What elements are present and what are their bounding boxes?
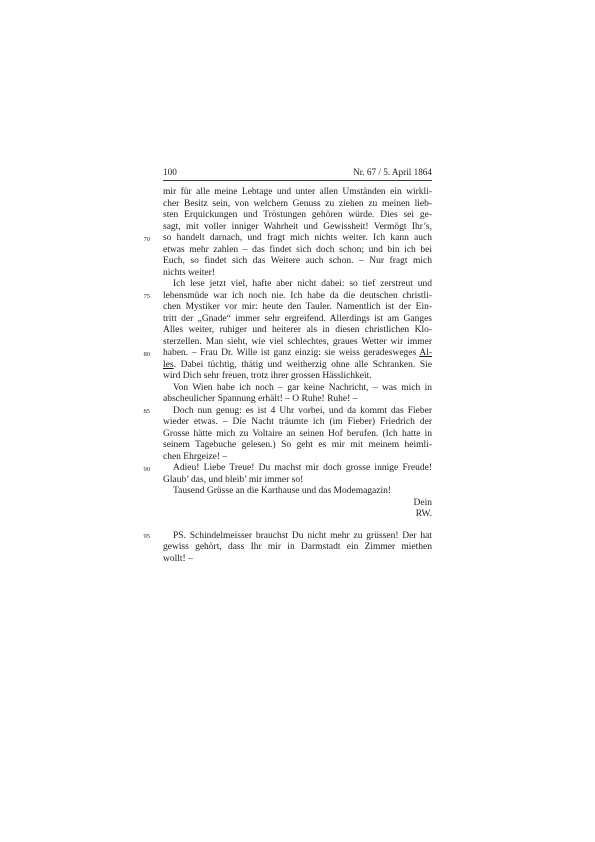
running-head: Nr. 67 / 5. April 1864 xyxy=(353,167,432,177)
signature-closing: Dein xyxy=(413,497,432,508)
line-number: 95 xyxy=(143,533,151,541)
text-line xyxy=(163,360,432,372)
line-number: 70 xyxy=(143,235,151,243)
letter-text xyxy=(143,187,432,565)
postscript-line xyxy=(143,530,432,543)
blank-line xyxy=(163,521,432,531)
line-text: . Dabei tüchtig, thätig und weitherzig ohne alle Schranken. Sie xyxy=(173,359,432,370)
page-header xyxy=(163,167,432,181)
text-line xyxy=(143,290,432,303)
text-line xyxy=(143,348,432,360)
text-line: tritt der „Gnade“ immer sehr ergreifend. Allerdings ist am Ganges xyxy=(163,313,432,324)
underlined-word: les xyxy=(163,359,174,370)
line-number: 85 xyxy=(143,408,151,416)
text-line: chen Mystiker vor mir: heute den Tauler. Namentlich ist der Ein- xyxy=(163,302,432,313)
text-line xyxy=(143,233,432,245)
postscript-line: gewiss gehört, dass Ihr mir in Darmstadt ein Zimmer miethen xyxy=(163,542,432,553)
line-text: Adieu! Liebe Treue! Du machst mir doch grosse innige Freude! xyxy=(173,463,432,474)
text-line: sterzellen. Man sieht, wie viel schlechtes, graues Wetter wir immer xyxy=(163,336,432,347)
text-line: cher Besitz sein, von welchem Genuss zu ziehen zu meinen lieb- xyxy=(163,198,432,209)
text-line: Tausend Grüsse an die Karthause und das Modemagazin! xyxy=(173,486,392,497)
line-text: PS. Schindelmeisser brauchst Du nicht mehr zu grüssen! Der hat xyxy=(173,530,432,541)
text-line: wieder etwas. – Die Nacht träumte ich (im Fieber) Friedrich der xyxy=(163,417,432,428)
text-line: seinem Tagebuche gelesen.) So geht es mir mit meinem heimli- xyxy=(163,440,432,451)
line-number: 90 xyxy=(143,465,151,473)
underlined-word: Al- xyxy=(419,348,432,359)
text-line: Alles weiter, ruhiger und heiterer als in diesen christlichen Klo- xyxy=(163,325,432,336)
text-line xyxy=(143,405,432,418)
line-text: so handelt darnach, und fragt mich nichts weiter. Ich kann auch xyxy=(163,233,432,244)
signature-initials: RW. xyxy=(415,509,432,520)
text-line: wird Dich sehr freuen, trotz ihrer grossen Hässlichkeit. xyxy=(163,371,372,382)
line-text: Doch nun genug: es ist 4 Uhr vorbei, und da kommt das Fieber xyxy=(173,405,432,416)
text-line: Ich lese jetzt viel, hafte aber nicht dabei: so tief zerstreut und xyxy=(173,279,432,290)
line-text: lebensmüde war ich noch nie. Ich habe da die deutschen christli- xyxy=(163,290,432,301)
text-line: nichts weiter! xyxy=(163,267,215,278)
line-text: haben. – Frau Dr. Wille ist ganz einzig: sie weiss geradesweges xyxy=(163,348,420,359)
line-number: 80 xyxy=(143,350,151,358)
text-line xyxy=(143,463,432,475)
text-line: sagt, mit voller inniger Wahrheit und Gewissheit! Vermögt Ihr’s, xyxy=(163,221,432,232)
text-line: mir für alle meine Lebtage und unter allen Umständen ein wirkli- xyxy=(163,187,432,198)
page-number: 100 xyxy=(163,167,177,177)
text-line: sten Erquickungen und Tröstungen gehören würde. Dies sei ge- xyxy=(163,210,432,221)
text-line: chen Ehrgeize! – xyxy=(163,451,228,462)
postscript-line: wollt! – xyxy=(163,553,193,564)
text-line: Euch, so findet sich das Weitere auch schon. – Nur fragt mich xyxy=(163,256,432,267)
line-number: 75 xyxy=(143,293,151,301)
text-line: abscheulicher Spannung erhält! – O Ruhe! Ruhe! – xyxy=(163,394,358,405)
text-line: etwas mehr zahlen – das findet sich doch schon; und bin ich bei xyxy=(163,244,432,255)
text-line: Glaub’ das, und bleib’ mir immer so! xyxy=(163,474,304,485)
text-line: Von Wien habe ich noch – gar keine Nachricht, – was mich in xyxy=(173,382,432,393)
text-line: Grosse hätte mich zu Voltaire an seinen Hof berufen. (Ich hatte in xyxy=(163,428,432,439)
